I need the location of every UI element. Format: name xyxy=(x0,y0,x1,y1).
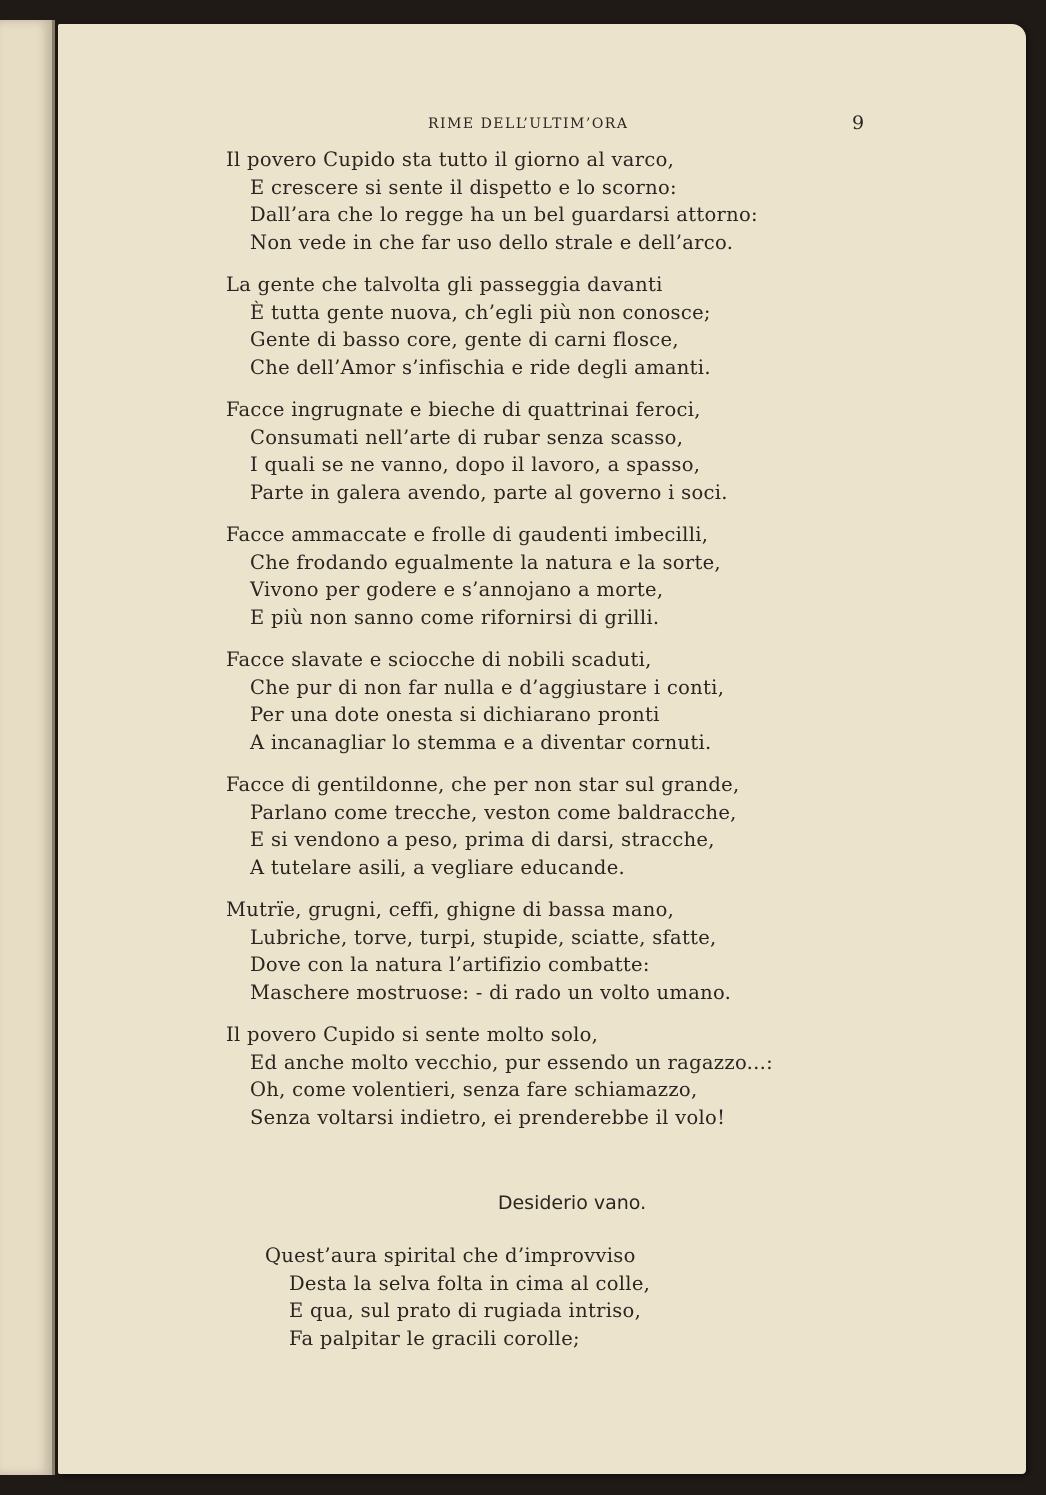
verse-line: Vivono per godere e s’annojano a morte, xyxy=(250,578,664,601)
verse-line: Facce slavate e sciocche di nobili scaduti, xyxy=(226,648,652,671)
verse-line: A incanagliar lo stemma e a diventar cornuti. xyxy=(250,730,712,754)
verse-line: Desta la selva folta in cima al colle, xyxy=(289,1271,651,1295)
verse-line: Ed anche molto vecchio, pur essendo un ragazzo...: xyxy=(250,1050,774,1074)
running-title: RIME DELL’ULTIM’ORA xyxy=(428,116,629,132)
verse-line: Che frodando egualmente la natura e la sorte, xyxy=(250,550,721,574)
verse-line: A tutelare asili, a vegliare educande. xyxy=(250,855,626,879)
running-head xyxy=(58,112,1026,136)
verse-line: Dove con la natura l’artifizio combatte: xyxy=(250,953,650,976)
verse-line: Gente di basso core, gente di carni flosce, xyxy=(250,328,679,351)
verse-line: Lubriche, torve, turpi, stupide, sciatte, sfatte, xyxy=(250,925,717,949)
verse-line: Facce ammaccate e frolle di gaudenti imbecilli, xyxy=(226,523,709,546)
verse-line: Facce di gentildonne, che per non star sul grande, xyxy=(226,773,740,796)
verse-line: Mutrïe, grugni, ceffi, ghigne di bassa mano, xyxy=(226,898,675,921)
verse-line: Parte in galera avendo, parte al governo i soci. xyxy=(250,480,728,504)
stanza xyxy=(226,396,773,506)
verse-line: E si vendono a peso, prima di darsi, stracche, xyxy=(250,828,715,851)
poem xyxy=(226,146,773,1146)
stanza xyxy=(226,271,773,381)
verse-line: Per una dote onesta si dichiarano pronti xyxy=(250,703,660,726)
second-poem xyxy=(265,1242,650,1352)
verse-line: Quest’aura spirital che d’improvviso xyxy=(265,1244,636,1267)
verse-line: E qua, sul prato di rugiada intriso, xyxy=(289,1299,642,1322)
stanza xyxy=(226,896,773,1006)
verse-line: È tutta gente nuova, ch’egli più non conosce; xyxy=(250,300,711,324)
verse-line: Dall’ara che lo regge ha un bel guardarsi attorno: xyxy=(250,203,758,226)
verse-line: Il povero Cupido sta tutto il giorno al varco, xyxy=(226,148,675,171)
page-number: 9 xyxy=(852,112,865,134)
verse-line: Fa palpitar le gracili corolle; xyxy=(289,1326,580,1350)
stanza xyxy=(226,521,773,631)
verse-line: Che pur di non far nulla e d’aggiustare i conti, xyxy=(250,675,725,699)
verse-line: Consumati nell’arte di rubar senza scasso, xyxy=(250,425,684,449)
verse-line: Non vede in che far uso dello strale e dell’arco. xyxy=(250,230,734,254)
verse-line: Il povero Cupido si sente molto solo, xyxy=(226,1023,599,1046)
stanza xyxy=(226,771,773,881)
stanza xyxy=(226,646,773,756)
verse-line: Maschere mostruose: - di rado un volto umano. xyxy=(250,980,732,1004)
verse-line: E crescere si sente il dispetto e lo scorno: xyxy=(250,175,677,199)
verse-line: Senza voltarsi indietro, ei prenderebbe il volo! xyxy=(250,1105,726,1129)
verse-line: Facce ingrugnate e bieche di quattrinai feroci, xyxy=(226,398,701,421)
verse-line: La gente che talvolta gli passeggia davanti xyxy=(226,273,663,296)
stanza xyxy=(226,1021,773,1131)
verse-line: Che dell’Amor s’infischia e ride degli amanti. xyxy=(250,355,711,379)
verse-line: Parlano come trecche, veston come baldracche, xyxy=(250,800,737,824)
page xyxy=(58,24,1026,1474)
verse-line: I quali se ne vanno, dopo il lavoro, a spasso, xyxy=(250,453,701,476)
verse-line: Oh, come volentieri, senza fare schiamazzo, xyxy=(250,1078,698,1101)
previous-page-edge xyxy=(0,20,55,1475)
poem-title: Desiderio vano. xyxy=(497,1192,647,1214)
stanza xyxy=(226,146,773,256)
verse-line: E più non sanno come rifornirsi di grilli. xyxy=(250,605,660,629)
